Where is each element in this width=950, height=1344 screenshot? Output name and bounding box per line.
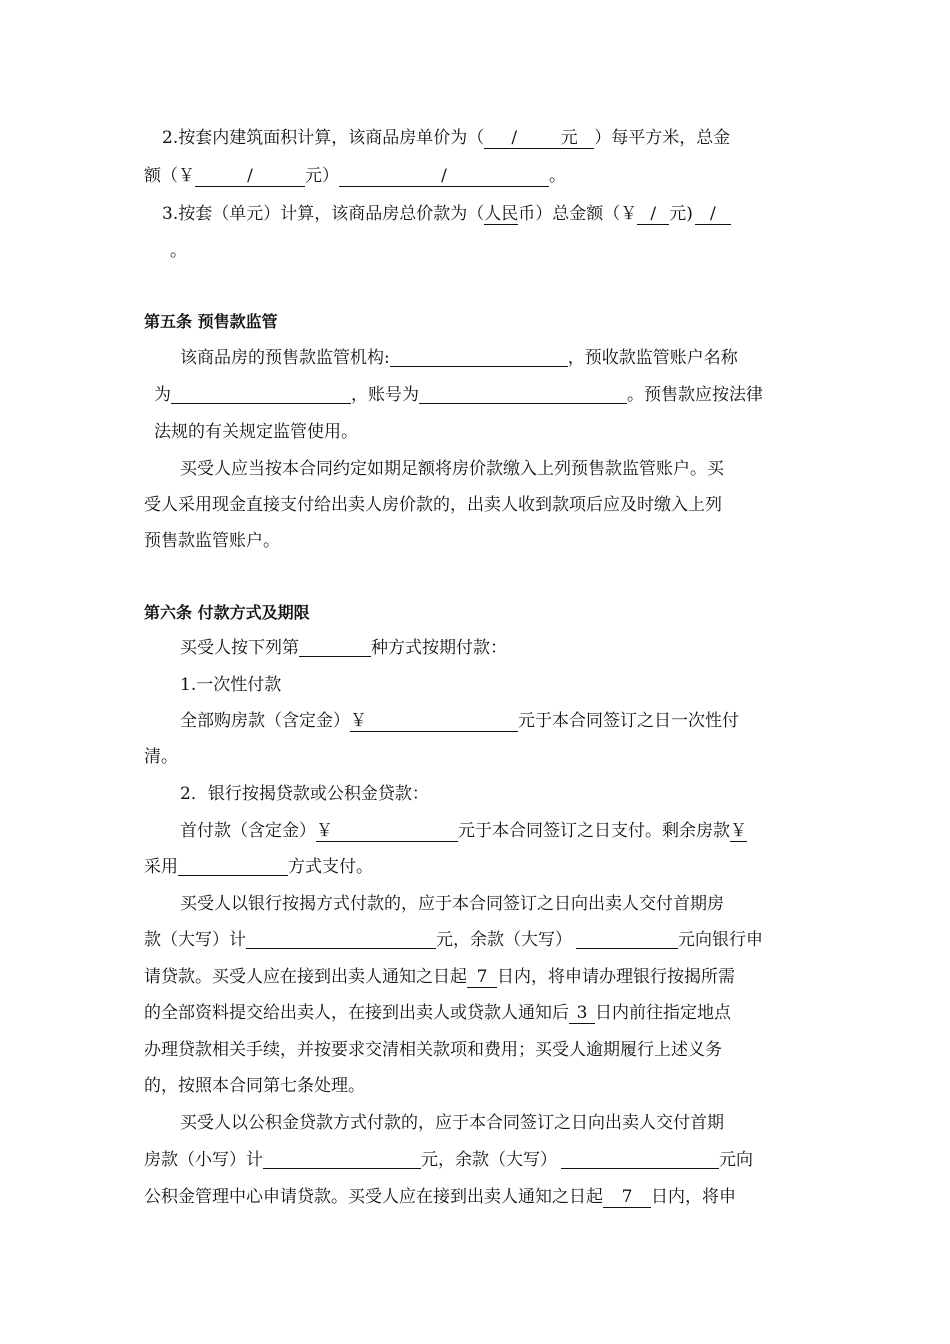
full-payment-amount-blank[interactable]: ￥ xyxy=(350,711,518,732)
remaining-payment-method-blank[interactable] xyxy=(178,857,288,876)
bank-document-days-field[interactable]: 7 xyxy=(467,967,497,988)
unit-price-blank[interactable]: / xyxy=(484,128,544,149)
remaining-amount-blank[interactable]: ￥ xyxy=(730,821,747,841)
price-by-inner-area-line1: 2.按套内建筑面积计算，该商品房单价为（ / 元 ）每平方米，总金 xyxy=(162,128,731,148)
payment-method-choice-blank[interactable] xyxy=(299,638,371,657)
article-6-line14: 买受人以公积金贷款方式付款的，应于本合同签订之日向出卖人交付首期 xyxy=(180,1113,724,1133)
article-6-line5: 2．银行按揭贷款或公积金贷款： xyxy=(180,784,429,804)
fund-balance-upper-blank[interactable] xyxy=(561,1150,719,1169)
article-5-line3: 法规的有关规定监管使用。 xyxy=(154,422,358,442)
unit-total-upper-blank[interactable]: / xyxy=(695,204,731,225)
article-6-line8: 买受人以银行按揭方式付款的，应于本合同签订之日向出卖人交付首期房 xyxy=(180,894,724,914)
article-6-line3: 全部购房款（含定金）￥ 元于本合同签订之日一次性付 xyxy=(180,711,739,731)
currency-field[interactable]: 人民 xyxy=(484,204,519,224)
unit-price-yuan: 元 xyxy=(544,128,594,149)
article-6-line13: 的，按照本合同第七条处理。 xyxy=(144,1076,365,1096)
article-6-line4: 清。 xyxy=(144,747,178,767)
price-by-inner-area-line2: 额（￥ / 元） / 。 xyxy=(144,166,566,186)
article-5-line5: 受人采用现金直接支付给出卖人房价款的，出卖人收到款项后应及时缴入上列 xyxy=(144,495,722,515)
unit-total-blank[interactable]: / xyxy=(637,204,669,225)
bank-balance-upper-blank[interactable] xyxy=(576,930,678,949)
article-6-line12: 办理贷款相关手续，并按要求交清相关款项和费用；买受人逾期履行上述义务 xyxy=(144,1040,722,1060)
article-6-line7: 采用 方式支付。 xyxy=(144,857,373,877)
supervision-agency-blank[interactable] xyxy=(390,348,568,367)
bank-procedure-days-field[interactable]: 3 xyxy=(569,1003,595,1024)
article-5-heading: 第五条 预售款监管 xyxy=(144,312,278,331)
article-6-heading: 第六条 付款方式及期限 xyxy=(144,603,310,622)
article-6-line6: 首付款（含定金）￥ 元于本合同签订之日支付。剩余房款￥ xyxy=(180,821,747,841)
article-6-line10: 请贷款。买受人应在接到出卖人通知之日起 7 日内，将申请办理银行按揭所需 xyxy=(144,967,735,987)
article-6-line11: 的全部资料提交给出卖人，在接到出卖人或贷款人通知后 3 日内前往指定地点 xyxy=(144,1003,731,1023)
fund-first-payment-lower-blank[interactable] xyxy=(263,1150,421,1169)
article-6-line2: 1.一次性付款 xyxy=(180,675,282,695)
article-6-line1: 买受人按下列第 种方式按期付款： xyxy=(180,638,507,658)
article-6-line9: 款（大写）计 元，余款（大写） 元向银行申 xyxy=(144,930,763,950)
total-amount-blank[interactable]: / xyxy=(195,166,305,187)
article-5-line4: 买受人应当按本合同约定如期足额将房价款缴入上列预售款监管账户。买 xyxy=(180,459,724,479)
total-amount-upper-blank[interactable]: / xyxy=(339,166,549,187)
down-payment-amount-blank[interactable]: ￥ xyxy=(316,821,458,842)
article-6-line15: 房款（小写）计 元，余款（大写） 元向 xyxy=(144,1150,753,1170)
account-number-blank[interactable] xyxy=(419,385,627,404)
article-5-line6: 预售款监管账户。 xyxy=(144,531,280,551)
bank-first-payment-upper-blank[interactable] xyxy=(246,930,436,949)
price-by-unit-line2: 。 xyxy=(170,241,187,261)
account-name-blank[interactable] xyxy=(171,385,351,404)
article-5-line1: 该商品房的预售款监管机构: ，预收款监管账户名称 xyxy=(180,348,738,368)
article-6-line16: 公积金管理中心申请贷款。买受人应在接到出卖人通知之日起 7 日内，将申 xyxy=(144,1187,736,1207)
price-by-unit-line1: 3.按套（单元）计算，该商品房总价款为（人民币）总金额（￥ / 元) / xyxy=(162,203,832,225)
article-5-line2: 为 ，账号为 。预售款应按法律 xyxy=(154,385,763,405)
fund-document-days-field[interactable]: 7 xyxy=(603,1187,651,1208)
